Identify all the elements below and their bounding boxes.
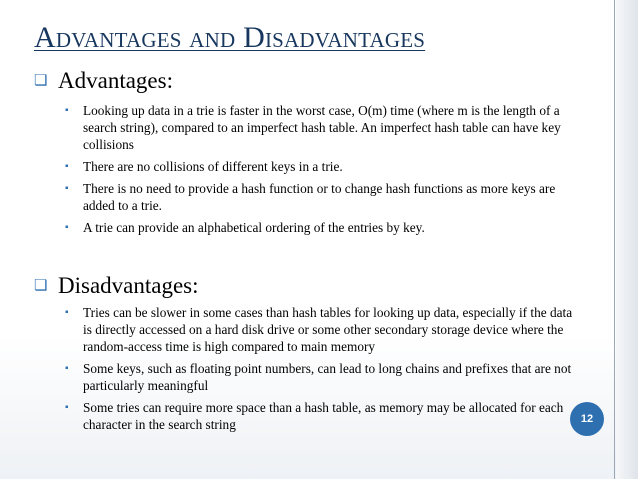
advantages-heading-label: Advantages: [58, 68, 173, 93]
list-item [63, 158, 583, 175]
list-item [63, 360, 583, 394]
side-decoration-band [616, 0, 638, 479]
list-item [63, 399, 583, 433]
disadvantages-list [63, 304, 583, 438]
disadvantage-text: Some tries can require more space than a hash table, as memory may be allocated for each character in the search string [83, 400, 564, 432]
disadvantage-text: Some keys, such as floating point numbers, can lead to long chains and prefixes that are not particularly meaningful [83, 361, 572, 393]
square-bullet-icon: ▪ [65, 307, 69, 318]
checkbox-bullet-icon: ❏ [34, 278, 48, 294]
list-item [63, 180, 583, 214]
advantage-text: Looking up data in a trie is faster in the worst case, O(m) time (where m is the length of a search string), compared to an imperfect hash table. An imperfect hash table can have key collisions [83, 103, 561, 152]
disadvantages-heading [34, 273, 199, 299]
advantage-text: There are no collisions of different keys in a trie. [83, 159, 343, 174]
advantage-text: There is no need to provide a hash function or to change hash functions as more keys are added to a trie. [83, 181, 556, 213]
disadvantage-text: Tries can be slower in some cases than hash tables for looking up data, especially if the data is directly accessed on a hard disk drive or some other secondary storage device where the random-access time is high compared to main memory [83, 305, 573, 354]
page-number-badge: 12 [570, 402, 604, 436]
square-bullet-icon: ▪ [65, 222, 69, 233]
slide-title: Advantages and Disadvantages [34, 21, 426, 54]
square-bullet-icon: ▪ [65, 105, 69, 116]
disadvantages-heading-label: Disadvantages: [58, 273, 199, 298]
advantage-text: A trie can provide an alphabetical ordering of the entries by key. [83, 220, 425, 235]
list-item [63, 219, 583, 236]
square-bullet-icon: ▪ [65, 363, 69, 374]
checkbox-bullet-icon: ❏ [34, 73, 48, 89]
advantages-heading [34, 68, 173, 94]
list-item [63, 304, 583, 355]
advantages-list [63, 102, 583, 241]
square-bullet-icon: ▪ [65, 402, 69, 413]
side-divider-line [614, 0, 615, 479]
square-bullet-icon: ▪ [65, 161, 69, 172]
square-bullet-icon: ▪ [65, 183, 69, 194]
list-item [63, 102, 583, 153]
